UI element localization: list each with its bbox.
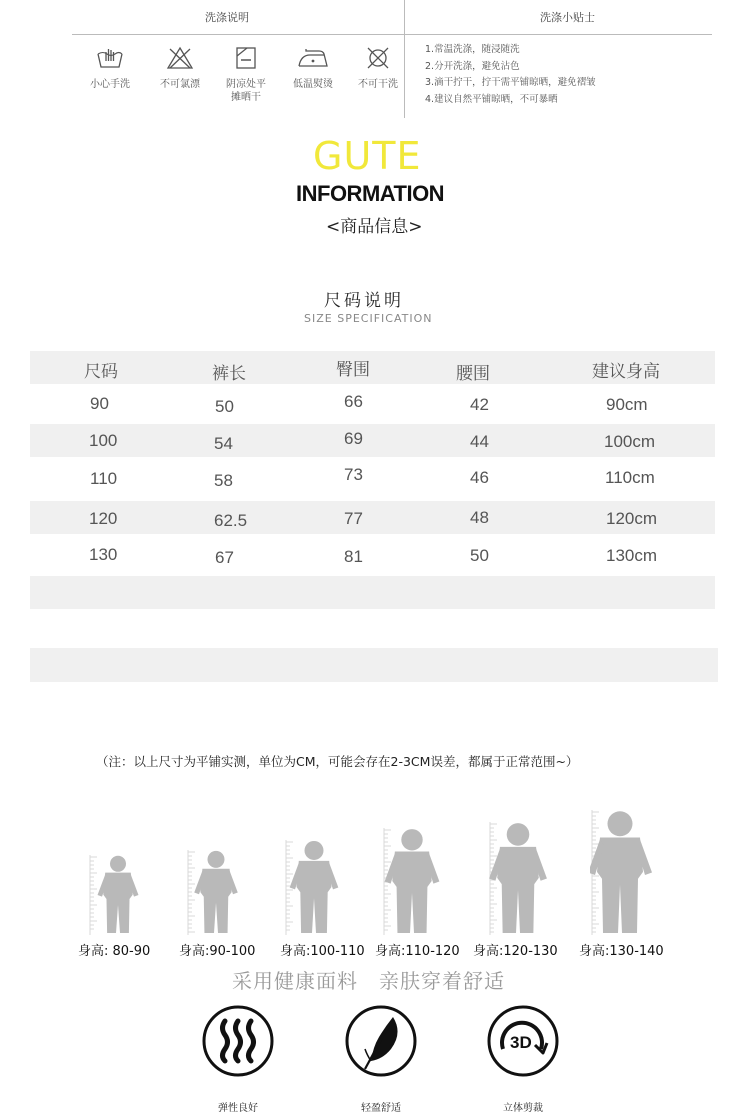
feature-elastic: [200, 1003, 276, 1114]
care-divider-horizontal: [72, 34, 712, 35]
measurement-note: （注：以上尺寸为平铺实测，单位为CM，可能会存在2-3CM误差，都属于正常范围~）: [96, 754, 579, 769]
info-title: INFORMATION: [296, 181, 445, 206]
feather-icon: [343, 1003, 419, 1079]
care-tip: 2.分开洗涤，避免沾色: [425, 60, 520, 72]
care-item-shade-dry: [213, 46, 279, 104]
table-cell: 50: [470, 546, 489, 565]
hand-wash-icon: [95, 46, 125, 70]
table-cell: 42: [470, 395, 489, 414]
height-label: 身高:130-140: [579, 944, 664, 959]
care-tip: 4.建议自然平铺晾晒，不可暴晒: [425, 93, 558, 105]
care-item-low-iron: [280, 46, 346, 91]
table-cell: 46: [470, 468, 489, 487]
3d-cut-icon: [485, 1003, 561, 1079]
table-cell: 130cm: [606, 546, 658, 565]
elastic-waves-icon: [200, 1003, 276, 1079]
care-label-shade-dry: 阴凉处平 摊晒干: [226, 79, 266, 103]
care-icons: [82, 46, 402, 116]
child-silhouette: [194, 851, 238, 933]
table-cell: 73: [344, 465, 363, 484]
care-item-hand-wash: [77, 46, 143, 91]
care-tip: 3.滴干拧干，拧干需平铺晾晒，避免褶皱: [425, 77, 596, 88]
3d-badge-text: 3D: [510, 1033, 532, 1052]
feature-label: 弹性良好: [218, 1103, 258, 1114]
no-dry-clean-icon: [363, 46, 393, 70]
feature-light: [343, 1003, 419, 1114]
child-figure: [186, 850, 266, 935]
feature-label: 轻盈舒适: [361, 1103, 401, 1114]
height-label: 身高:90-100: [179, 944, 256, 959]
table-cell: 120: [89, 509, 118, 528]
table-cell: 90: [90, 394, 109, 413]
care-label-low-iron: 低温熨烫: [293, 79, 333, 90]
child-silhouette: [590, 811, 652, 933]
table-cell: 110cm: [605, 468, 655, 487]
table-cell: 44: [470, 432, 489, 451]
table-cell: 62.5: [214, 511, 248, 530]
care-tip: 1.常温洗涤，随浸随洗: [425, 44, 520, 55]
table-cell: 58: [214, 471, 233, 490]
table-cell: 67: [215, 548, 234, 567]
table-cell: 81: [344, 547, 363, 566]
no-bleach-icon: [165, 46, 195, 70]
height-ruler: [90, 855, 97, 935]
height-label: 身高: 80-90: [78, 944, 151, 959]
child-figure: [284, 840, 364, 935]
table-header: 尺码: [84, 362, 118, 382]
table-row-stripe: [30, 648, 718, 682]
table-cell: 110: [90, 469, 118, 488]
child-silhouette: [290, 841, 339, 933]
height-label: 身高:110-120: [375, 944, 460, 959]
table-cell: 69: [344, 429, 363, 448]
table-header: 腰围: [456, 364, 490, 384]
care-label-hand-wash: 小心手洗: [90, 79, 130, 90]
table-cell: 100: [89, 431, 118, 450]
care-label-no-bleach: 不可氯漂: [160, 79, 200, 90]
feature-3d-cut: [485, 1003, 561, 1114]
shade-flat-dry-icon: [231, 46, 261, 70]
care-item-no-dry-clean: [345, 46, 411, 91]
size-title: 尺码说明: [324, 291, 404, 311]
care-instructions-title: 洗涤说明: [205, 11, 249, 24]
table-cell: 66: [344, 392, 363, 411]
care-tips-title: 洗涤小贴士: [540, 11, 595, 24]
height-label: 身高:120-130: [473, 944, 558, 959]
table-header: 裤长: [212, 364, 246, 384]
info-subtitle: <商品信息>: [326, 217, 423, 237]
table-cell: 90cm: [606, 395, 648, 414]
size-subtitle: SIZE SPECIFICATION: [304, 312, 433, 325]
child-silhouette: [489, 823, 547, 933]
child-figure: [488, 822, 568, 935]
child-figure: [590, 810, 670, 935]
height-ruler: [188, 850, 195, 935]
table-cell: 50: [215, 397, 234, 416]
table-cell: 100cm: [604, 432, 656, 451]
table-cell: 48: [470, 508, 489, 527]
care-section: [0, 0, 750, 120]
child-figure: [88, 855, 168, 935]
feature-label: 立体剪裁: [503, 1103, 543, 1114]
low-iron-icon: [296, 46, 330, 70]
child-figure: [382, 828, 462, 935]
brand-wordmark: GUTE: [313, 134, 422, 178]
table-row-stripe: [30, 576, 715, 609]
table-cell: 130: [89, 545, 118, 564]
child-silhouette: [98, 856, 139, 933]
table-cell: 54: [214, 434, 233, 453]
care-label-no-dry-clean: 不可干洗: [358, 79, 398, 90]
table-cell: 120cm: [606, 509, 658, 528]
table-cell: 77: [344, 509, 363, 528]
child-silhouette: [385, 829, 440, 933]
height-label: 身高:100-110: [280, 944, 365, 959]
fabric-slogan: 采用健康面料 亲肤穿着舒适: [232, 969, 505, 993]
care-item-no-bleach: [147, 46, 213, 91]
care-tips-list: [425, 42, 596, 108]
table-header: 建议身高: [592, 362, 660, 382]
table-header: 臀围: [336, 360, 370, 380]
